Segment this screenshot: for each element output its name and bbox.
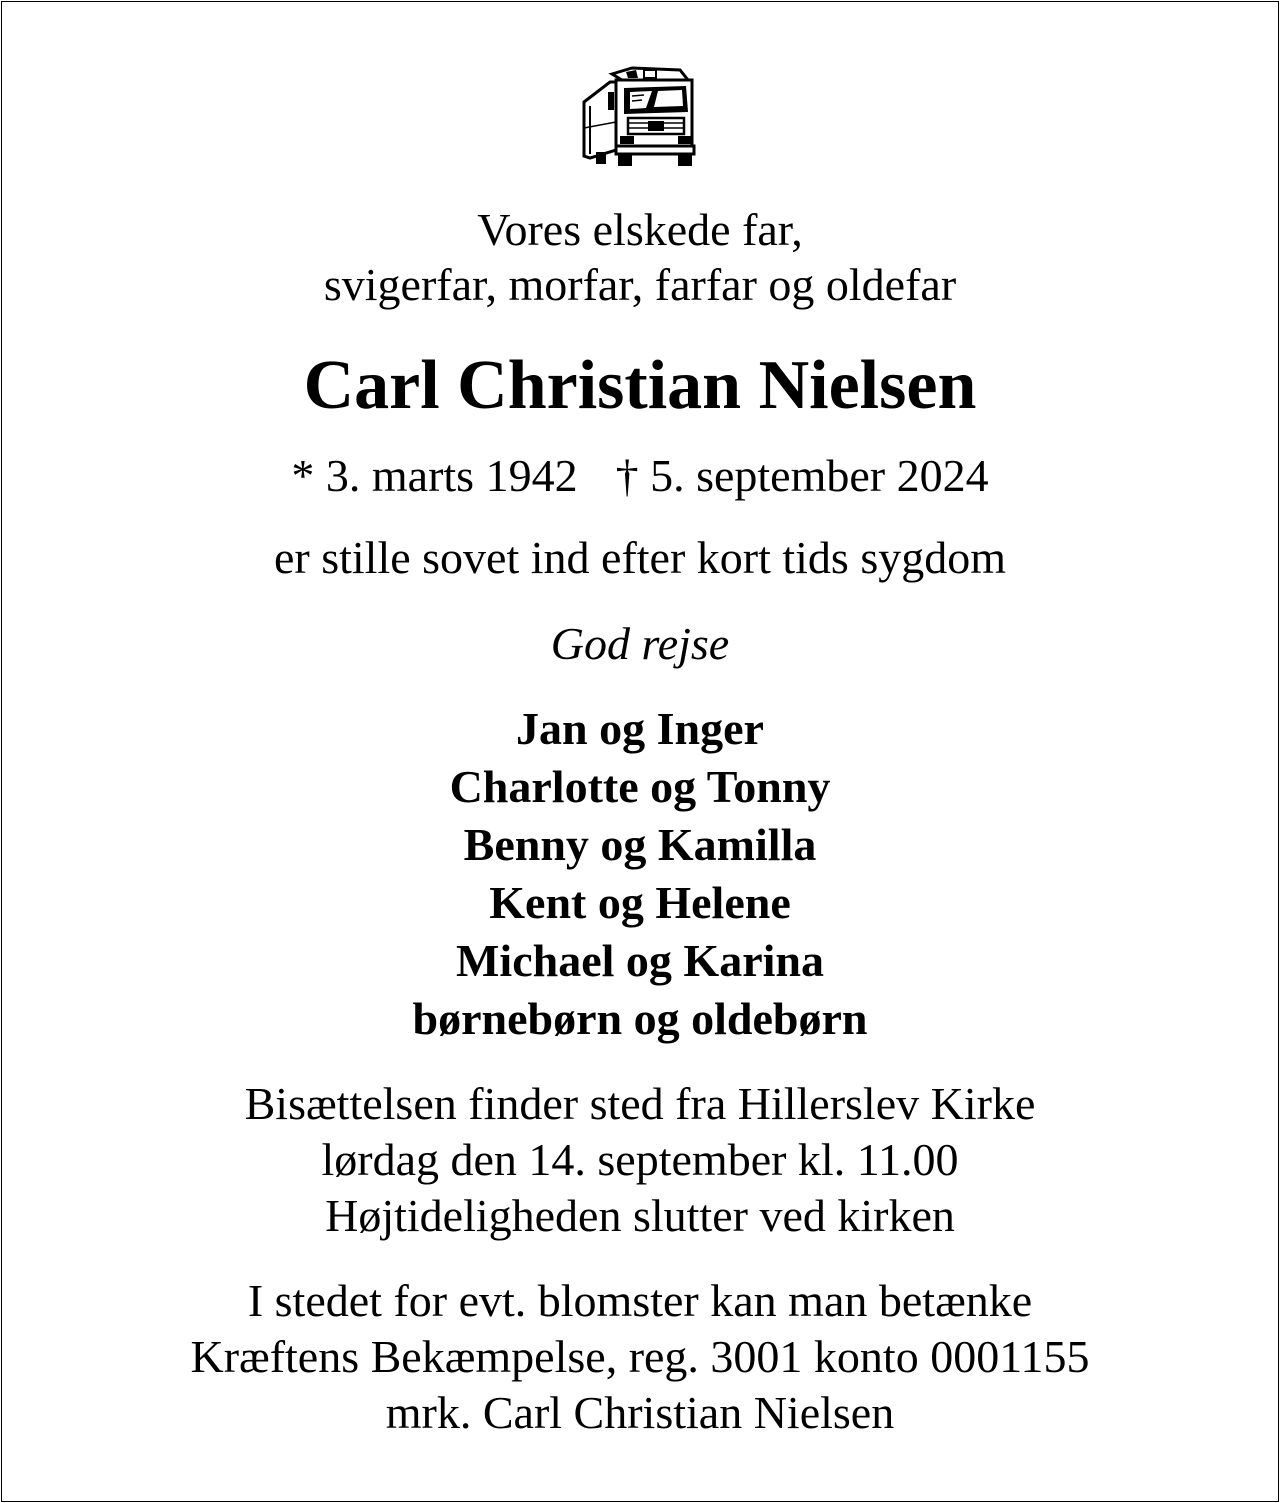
farewell: [0, 616, 1280, 672]
birth-date: * 3. marts 1942: [291, 450, 578, 501]
funeral-line-2: lørdag den 14. september kl. 11.00: [321, 1134, 959, 1185]
family-member: Charlotte og Tonny: [449, 761, 831, 812]
farewell-text: God rejse: [550, 618, 730, 669]
passing-note-text: er stille sovet ind efter kort tids sygdom: [273, 532, 1007, 583]
truck-icon: [582, 66, 700, 168]
passing-note: [0, 530, 1280, 586]
funeral-line-1: Bisættelsen finder sted fra Hillerslev Kirke: [244, 1078, 1036, 1129]
family-member: Benny og Kamilla: [463, 819, 817, 870]
intro-line-1: Vores elskede far,: [477, 204, 803, 255]
deceased-name: [0, 346, 1280, 426]
donation-line-1: I stedet for evt. blomster kan man betænke: [247, 1275, 1033, 1326]
funeral-line-3: Højtideligheden slutter ved kirken: [325, 1190, 955, 1241]
intro-line-2: svigerfar, morfar, farfar og oldefar: [323, 259, 957, 310]
funeral-info: [0, 1076, 1280, 1244]
donation-line-3: mrk. Carl Christian Nielsen: [385, 1387, 895, 1438]
family-member: Michael og Karina: [456, 935, 824, 986]
life-dates: [0, 448, 1280, 504]
donation-info: [0, 1273, 1280, 1441]
deceased-name-text: Carl Christian Nielsen: [303, 347, 977, 424]
family-member: Jan og Inger: [516, 703, 764, 754]
intro: [0, 202, 1280, 312]
family-member: Kent og Helene: [489, 877, 791, 928]
family-member: børnebørn og oldebørn: [412, 993, 868, 1044]
family-list: [0, 700, 1280, 1048]
death-date: † 5. september 2024: [615, 450, 989, 501]
donation-line-2: Kræftens Bekæmpelse, reg. 3001 konto 0001155: [190, 1331, 1090, 1382]
